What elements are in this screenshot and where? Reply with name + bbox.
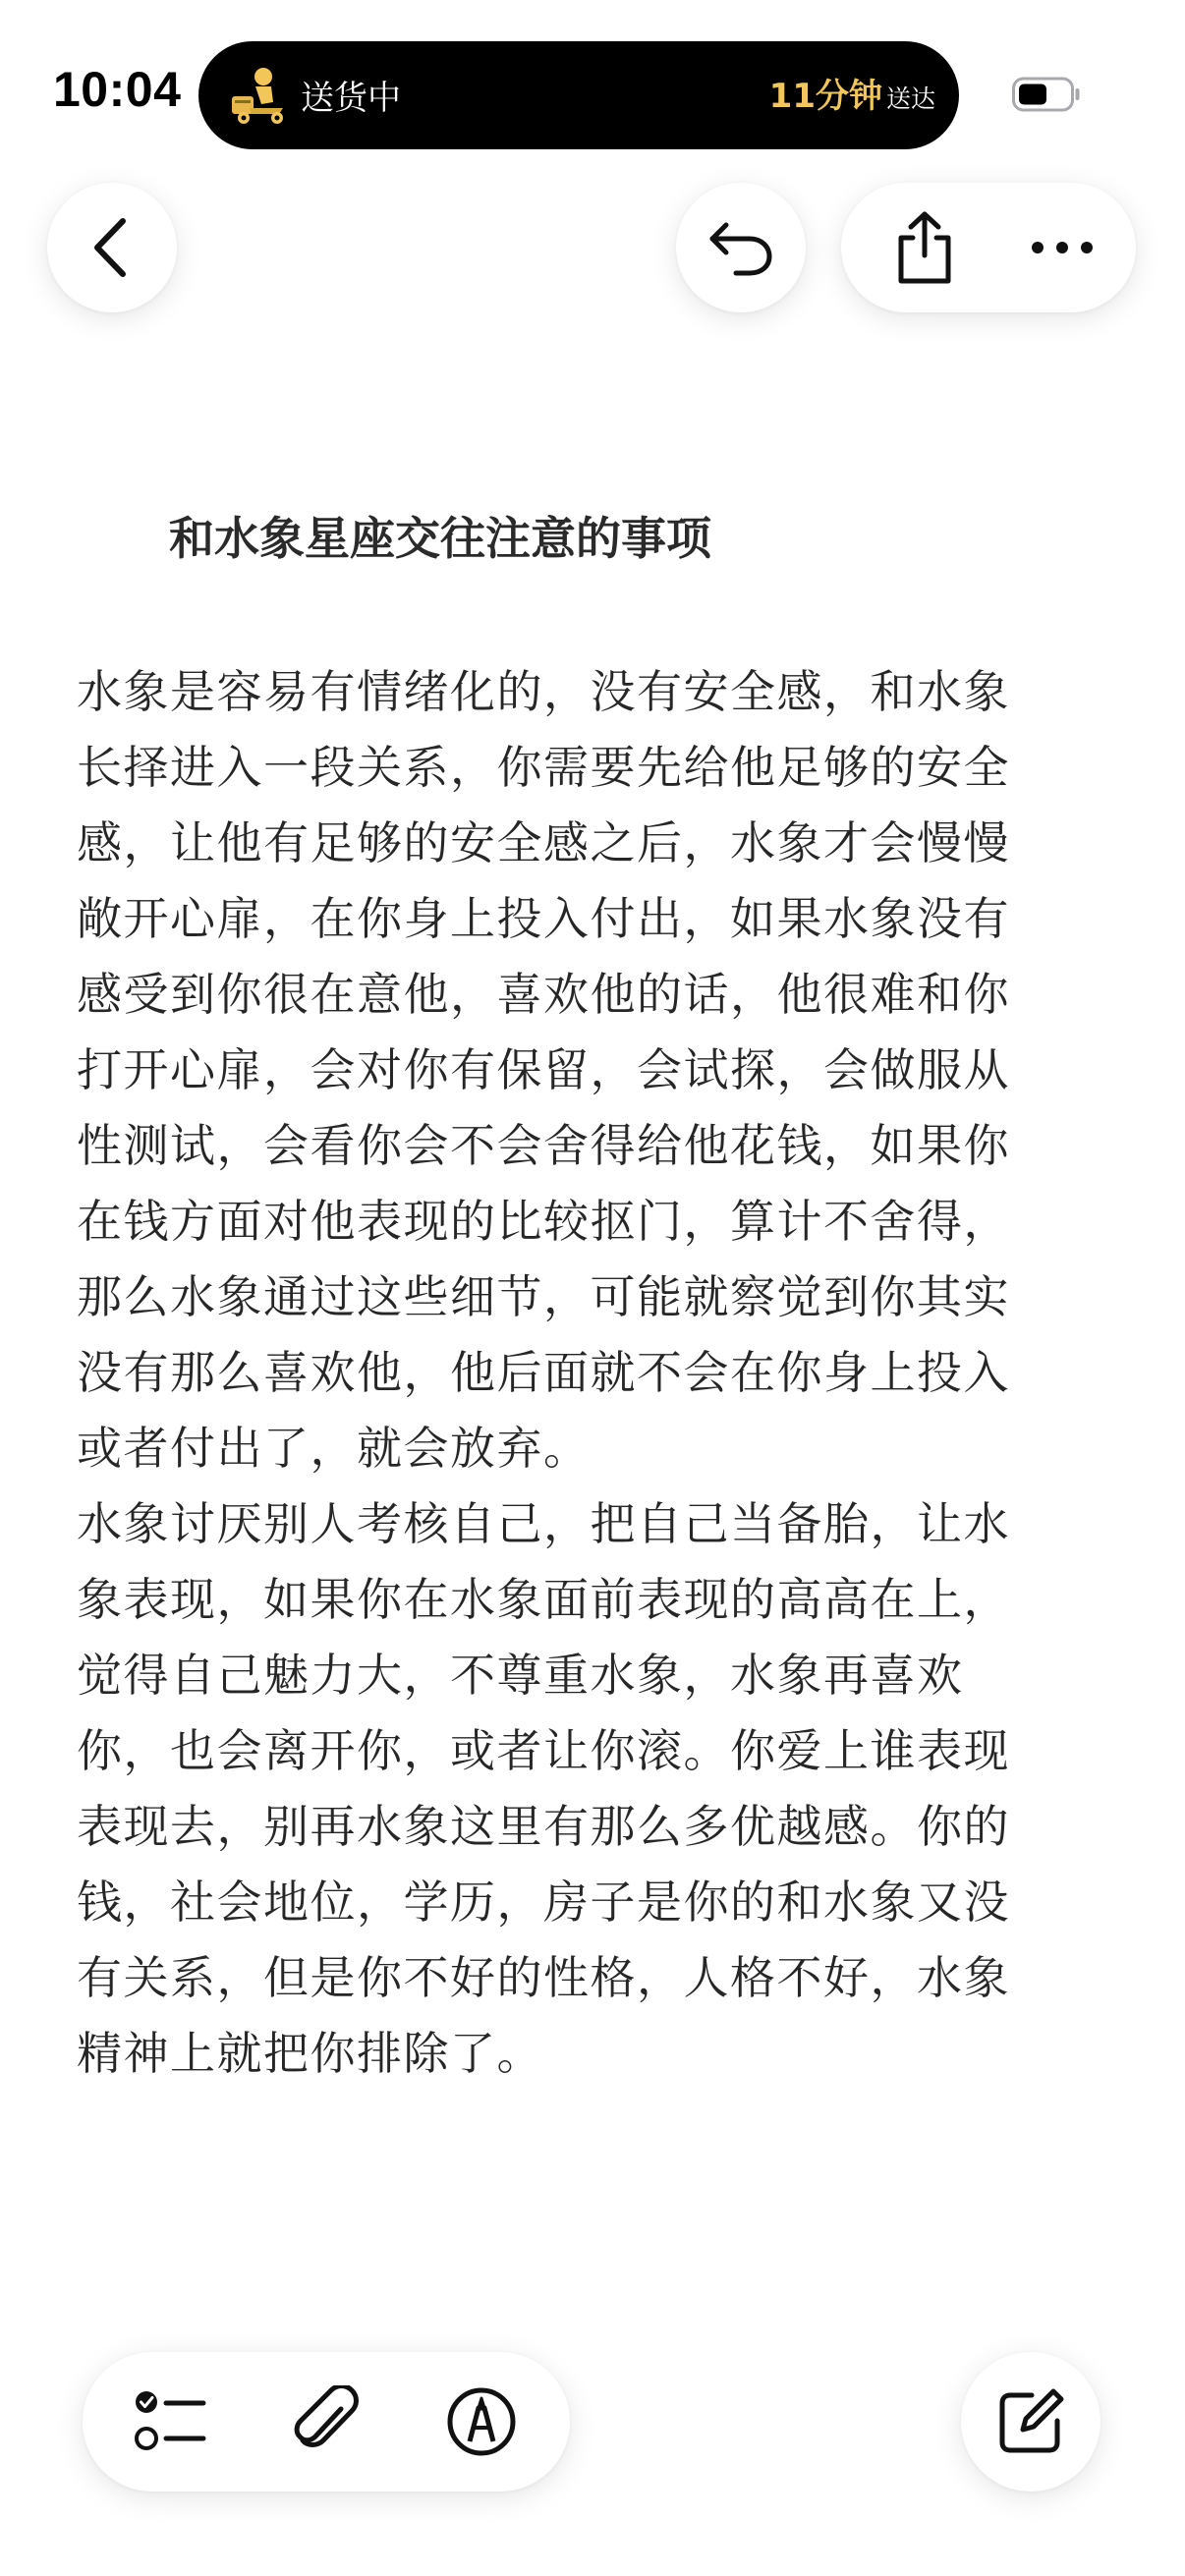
checklist-icon bbox=[135, 2389, 207, 2454]
compose-button[interactable] bbox=[961, 2352, 1100, 2492]
note-line: 水象讨厌别人考核自己，把自己当备胎，让水 bbox=[77, 1497, 1010, 1550]
ellipsis-icon bbox=[1030, 240, 1095, 255]
delivery-status-text: 送货中 bbox=[301, 79, 401, 118]
note-line: 或者付出了，就会放弃。 bbox=[77, 1422, 591, 1475]
note-line: 水象是容易有情绪化的，没有安全感，和水象 bbox=[77, 665, 1010, 718]
note-line: 打开心扉，会对你有保留，会试探，会做服从 bbox=[77, 1043, 1010, 1096]
attachment-button[interactable] bbox=[267, 2368, 385, 2476]
delivery-eta-time: 11分钟 bbox=[768, 77, 882, 116]
share-button[interactable] bbox=[871, 193, 979, 303]
note-line: 你，也会离开你，或者让你滚。你爱上谁表现 bbox=[77, 1724, 1010, 1777]
note-line: 表现去，别再水象这里有那么多优越感。你的 bbox=[77, 1800, 1010, 1853]
note-title[interactable]: 和水象星座交往注意的事项 bbox=[169, 512, 711, 565]
delivery-live-activity[interactable] bbox=[198, 41, 959, 149]
note-line: 那么水象通过这些细节，可能就察觉到你其实 bbox=[77, 1270, 1010, 1323]
note-body[interactable] bbox=[77, 654, 1099, 2092]
compose-icon bbox=[996, 2387, 1065, 2456]
markup-pen-icon bbox=[446, 2386, 517, 2457]
note-line: 在钱方面对他表现的比较抠门，算计不舍得， bbox=[77, 1195, 1010, 1248]
bottom-toolbar bbox=[83, 2352, 570, 2492]
more-button[interactable] bbox=[1008, 193, 1116, 303]
note-line: 象表现，如果你在水象面前表现的高高在上， bbox=[77, 1573, 1010, 1626]
note-line: 感，让他有足够的安全感之后，水象才会慢慢 bbox=[77, 816, 1010, 869]
note-line: 钱，社会地位，学历，房子是你的和水象又没 bbox=[77, 1876, 1010, 1929]
status-time: 10:04 bbox=[53, 62, 182, 117]
note-line: 没有那么喜欢他，他后面就不会在你身上投入 bbox=[77, 1346, 1010, 1399]
delivery-eta bbox=[769, 69, 935, 117]
back-button[interactable] bbox=[47, 183, 177, 312]
share-more-group bbox=[841, 183, 1136, 312]
status-bar bbox=[0, 0, 1185, 177]
undo-button[interactable] bbox=[676, 183, 806, 312]
battery-icon bbox=[1012, 77, 1081, 112]
note-line: 长择进入一段关系，你需要先给他足够的安全 bbox=[77, 741, 1010, 794]
checklist-button[interactable] bbox=[112, 2368, 230, 2476]
delivery-rider-icon bbox=[226, 63, 291, 128]
paperclip-icon bbox=[292, 2385, 361, 2458]
note-line: 性测试，会看你会不会舍得给他花钱，如果你 bbox=[77, 1119, 1010, 1172]
share-icon bbox=[893, 210, 956, 285]
markup-button[interactable] bbox=[423, 2368, 540, 2476]
delivery-eta-suffix: 送达 bbox=[885, 84, 935, 113]
note-line: 觉得自己魅力大，不尊重水象，水象再喜欢 bbox=[77, 1649, 964, 1702]
undo-icon bbox=[706, 217, 775, 278]
chevron-left-icon bbox=[87, 217, 137, 278]
note-line: 感受到你很在意他，喜欢他的话，他很难和你 bbox=[77, 968, 1010, 1021]
note-line: 敞开心扉，在你身上投入付出，如果水象没有 bbox=[77, 892, 1010, 945]
note-line: 有关系，但是你不好的性格，人格不好，水象 bbox=[77, 1951, 1010, 2004]
note-line: 精神上就把你排除了。 bbox=[77, 2027, 543, 2080]
